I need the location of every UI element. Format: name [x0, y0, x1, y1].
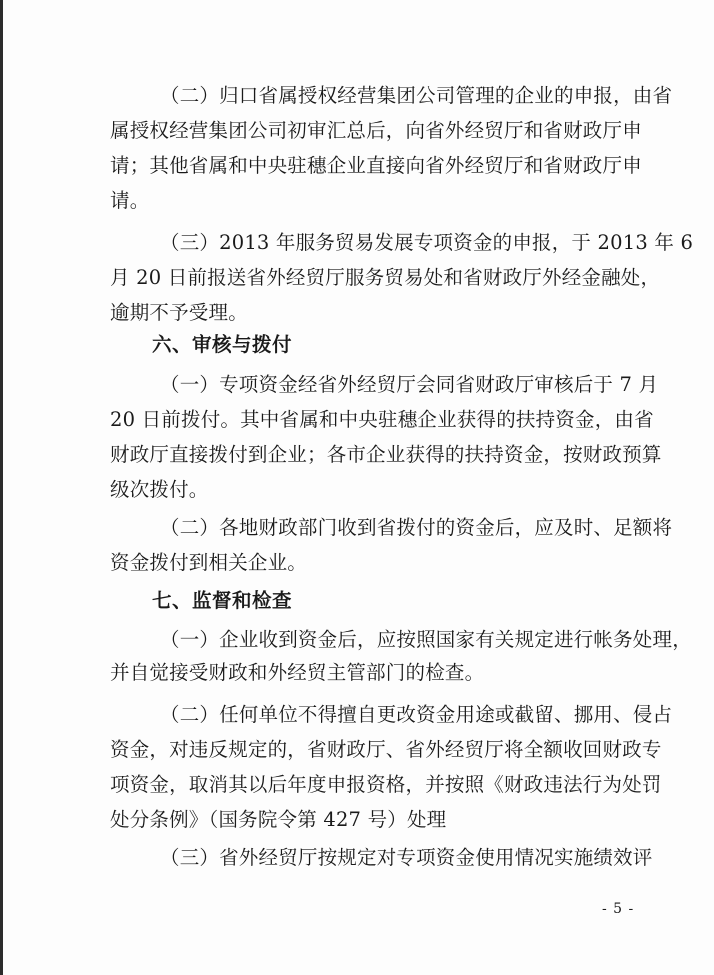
- paragraph-line: （二）归口省属授权经营集团公司管理的企业的申报，由省: [160, 84, 673, 107]
- paragraph-line: （三）省外经贸厅按规定对专项资金使用情况实施绩效评: [160, 846, 653, 869]
- paragraph-line: （一）专项资金经省外经贸厅会同省财政厅审核后于 7 月: [160, 373, 659, 396]
- paragraph-line: 级次拨付。: [110, 478, 209, 501]
- page-number: - 5 -: [602, 901, 635, 917]
- paragraph-line: 财政厅直接拨付到企业；各市企业获得的扶持资金，按财政预算: [110, 443, 662, 466]
- paragraph-line: （一）企业收到资金后，应按照国家有关规定进行帐务处理，: [160, 628, 692, 651]
- paragraph-line: 逾期不予受理。: [110, 301, 248, 324]
- paragraph-line: 项资金，取消其以后年度申报资格，并按照《财政违法行为处罚: [110, 773, 662, 796]
- section-heading: 六、审核与拨付: [152, 333, 293, 356]
- paragraph-line: 月 20 日前报送省外经贸厅服务贸易处和省财政厅外经金融处，: [110, 266, 661, 289]
- paragraph-line: 资金拨付到相关企业。: [110, 551, 308, 574]
- paragraph-line: 资金，对违反规定的，省财政厅、省外经贸厅将全额收回财政专: [110, 738, 662, 761]
- paragraph-line: 请；其他省属和中央驻穗企业直接向省外经贸厅和省财政厅申: [110, 154, 642, 177]
- paragraph-line: 属授权经营集团公司初审汇总后，向省外经贸厅和省财政厅申: [110, 119, 642, 142]
- paragraph-line: 20 日前拨付。其中省属和中央驻穗企业获得的扶持资金，由省: [110, 408, 654, 431]
- paragraph-line: （二）各地财政部门收到省拨付的资金后，应及时、足额将: [160, 516, 673, 539]
- section-heading: 七、监督和检查: [152, 589, 293, 612]
- paragraph-line: 请。: [110, 189, 150, 212]
- paragraph-line: （二）任何单位不得擅自更改资金用途或截留、挪用、侵占: [160, 703, 673, 726]
- paragraph-line: 处分条例》（国务院令第 427 号）处理: [110, 808, 447, 831]
- paragraph-line: （三）2013 年服务贸易发展专项资金的申报，于 2013 年 6: [160, 231, 694, 254]
- paragraph-line: 并自觉接受财政和外经贸主管部门的检查。: [110, 661, 485, 684]
- scan-edge: [0, 0, 3, 975]
